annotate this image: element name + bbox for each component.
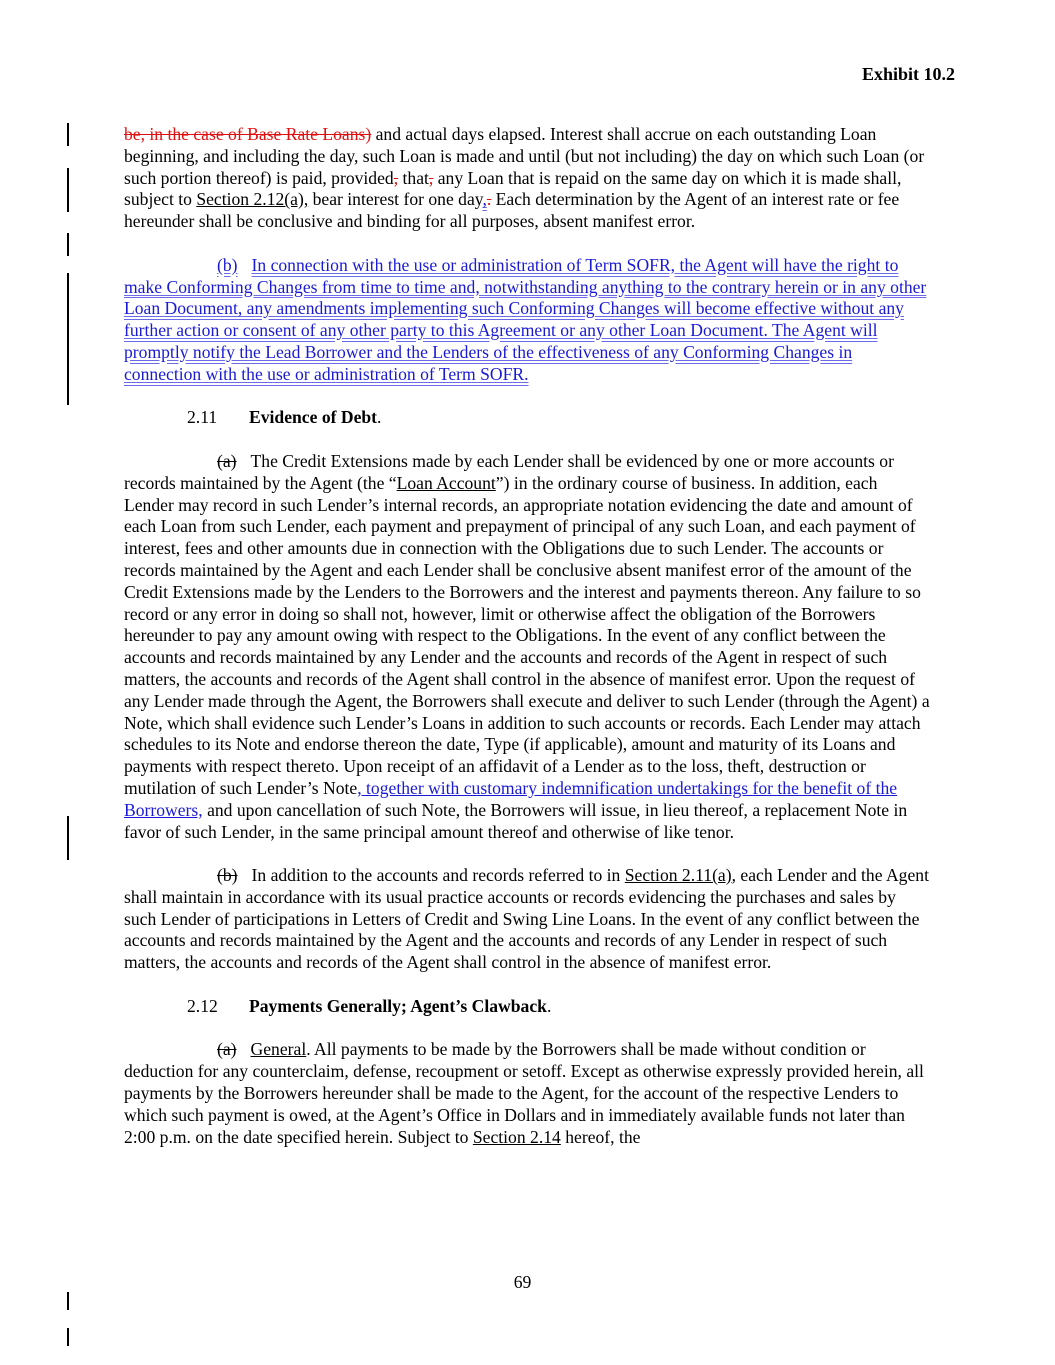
section-reference[interactable]: Section 2.12(a), (196, 189, 309, 210)
paragraph-interest-accrual: be, in the case of Base Rate Loans) and actual days elapsed. Interest shall accrue on each outstanding Loan beginning, and including the day, such Loan is made and until (but not including) the day on which such Loan (or such portion thereof) is paid, provided, that, any Loan that is repaid on the same day on which it is made shall, subject to Section 2.12(a), bear interest for one day,. Each determination by the Agent of an interest rate or fee hereunder shall be conclusive and binding for all purposes, absent manifest error. (124, 124, 925, 232)
change-bar (67, 233, 69, 256)
deleted-comma: , (428, 167, 434, 188)
clause-marker: (b) (217, 254, 238, 275)
defined-term: Loan Account (396, 472, 496, 493)
change-bar (67, 273, 69, 405)
subheading: General (250, 1039, 307, 1060)
clause-marker: (b) (217, 865, 238, 886)
change-bar (67, 1292, 69, 1310)
section-heading-2-12: 2.12 Payments Generally; Agent’s Clawback. (187, 995, 552, 1016)
section-number: 2.12 (187, 995, 218, 1016)
section-title: Evidence of Debt (249, 407, 378, 428)
section-reference[interactable]: Section 2.11(a) (624, 865, 732, 886)
document-body (124, 124, 930, 1170)
section-number: 2.11 (187, 407, 218, 428)
paragraph-2-11-a: (a) The Credit Extensions made by each Lender shall be evidenced by one or more accounts or records maintained by the Agent (the “Loan Account”) in the ordinary course of business. In addition, each Lender may record in such Lender’s internal records, an appropriate notation evidencing the date and amount of each Loan from such Lender, each payment and prepayment of principal of any such Loan, and each payment of interest, fees and other amounts due in connection with the Obligations due to such Lender. The accounts or records maintained by the Agent and each Lender shall be conclusive absent manifest error of the amount of the Credit Extensions made by the Lenders to the Borrowers and the interest and payments thereon. Any failure to so record or any error in doing so shall not, however, limit or otherwise affect the obligation of the Borrowers hereunder to pay any amount owing with respect to the Obligations. In the event of any conflict between the accounts and records maintained by any Lender and the accounts and records of the Agent in respect of such matters, the accounts and records of the Agent shall control in the absence of manifest error. Upon the request of any Lender made through the Agent, the Borrowers shall execute and deliver to such Lender (through the Agent) a Note, which shall evidence such Lender’s Loans in addition to such accounts or records. Each Lender may attach schedules to its Note and endorse thereon the date, Type (if applicable), amount and maturity of its Loans and payments with respect thereto. Upon receipt of an affidavit of a Lender as to the loss, theft, destruction or mutilation of such Lender’s Note, together with customary indemnification undertakings for the benefit of the Borrowers, and upon cancellation of such Note, the Borrowers will issue, in lieu thereof, a replacement Note in favor of such Lender, in the same principal amount thereof and otherwise of like tenor. (124, 450, 930, 842)
paragraph-2-11-b: (b) In addition to the accounts and records referred to in Section 2.11(a), each Lender and the Agent shall maintain in accordance with its usual practice accounts or records evidencing the purchases and sales by such Lender of participations in Letters of Credit and Swing Line Loans. In the event of any conflict between the accounts and records maintained by the Agent and the accounts and records of any Lender in respect of such matters, the accounts and records of the Agent shall control in the absence of manifest error. (124, 865, 929, 973)
change-bar (67, 816, 69, 860)
section-reference[interactable]: Section 2.14 (472, 1126, 561, 1147)
section-title: Payments Generally; Agent’s Clawback (249, 995, 547, 1016)
deleted-period: . (486, 189, 492, 210)
inserted-text: , together with customary indemnification undertakings for the benefit of the Borrowers, (124, 777, 898, 820)
deleted-text: be, in the case of Base Rate Loans) (124, 124, 372, 144)
page-number: 69 (513, 1272, 532, 1292)
inserted-text: In connection with the use or administration of Term SOFR, the Agent will have the right to make Conforming Changes from time to time and, notwithstanding anything to the contrary herein or in any other Loan Document, any amendments implementing such Conforming Changes will become effective without any further action or consent of any other party to this Agreement or any other Loan Document. The Agent will promptly notify the Lead Borrower and the Lenders of the effectiveness of any Conforming Changes in connection with the use or administration of Term SOFR. (124, 254, 927, 384)
paragraph-term-sofr (124, 255, 930, 386)
exhibit-label: Exhibit 10.2 (861, 64, 955, 84)
change-bar (67, 1328, 69, 1346)
paragraph-2-12-a: (a) General. All payments to be made by the Borrowers shall be made without condition or deduction for any counterclaim, defense, recoupment or setoff. Except as otherwise expressly provided herein, all payments by the Borrowers hereunder shall be made to the Agent, for the account of the respective Lenders to which such payment is owed, at the Agent’s Office in Dollars and in immediately available funds not later than 2:00 p.m. on the date specified herein. Subject to Section 2.14 hereof, the (124, 1039, 924, 1147)
change-bar (67, 168, 69, 212)
inserted-comma: , (482, 189, 487, 210)
change-bar (67, 123, 69, 146)
section-heading-2-11: 2.11 Evidence of Debt. (187, 407, 382, 428)
deleted-comma: , (393, 167, 399, 188)
clause-marker: (a) (217, 450, 237, 471)
clause-marker: (a) (217, 1039, 237, 1060)
